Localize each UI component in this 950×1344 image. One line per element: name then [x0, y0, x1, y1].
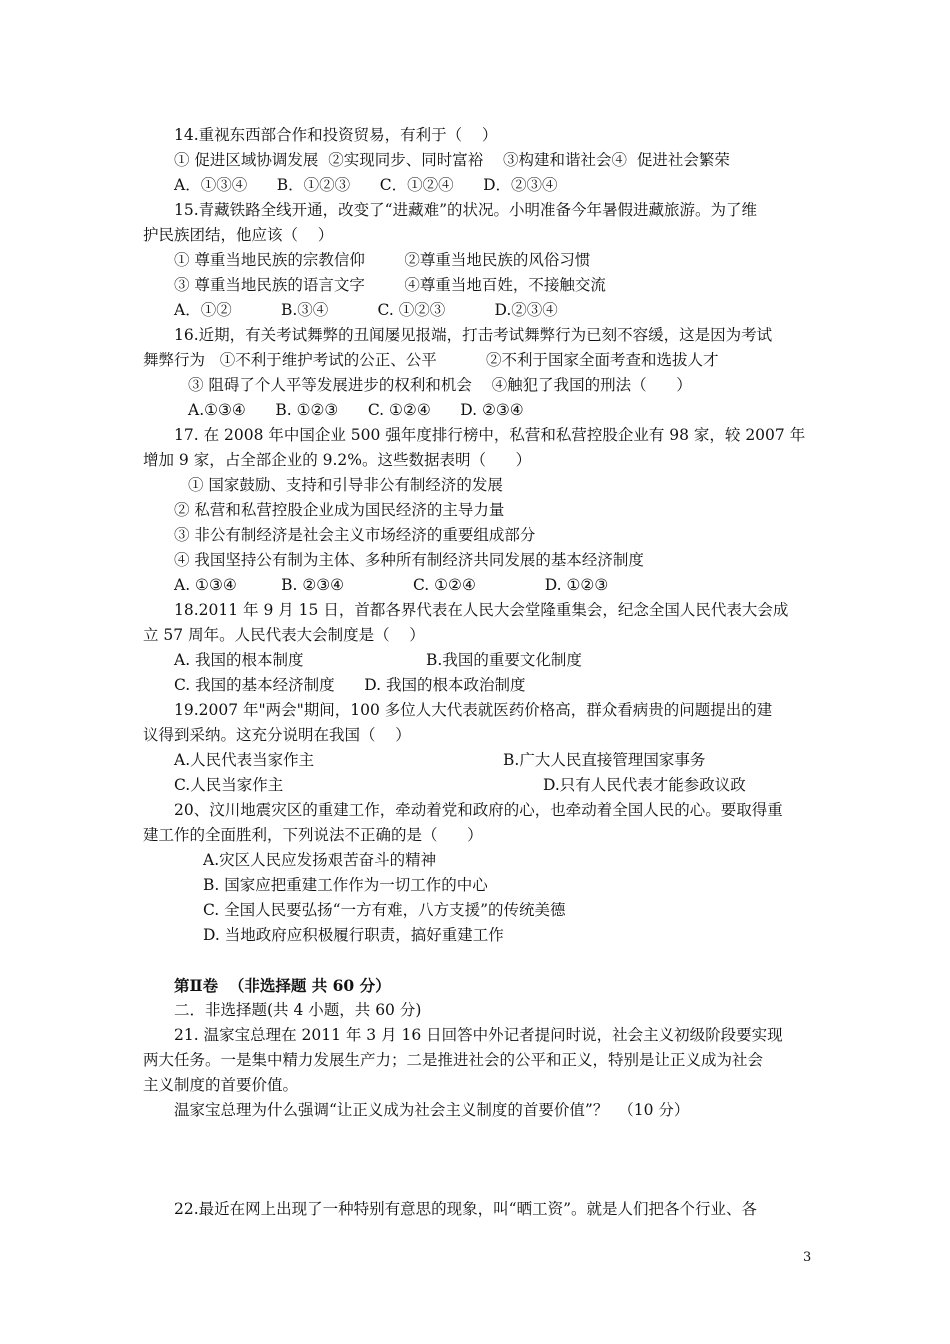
q19-choice-a: A.人民代表当家作主	[174, 751, 315, 769]
q14-choices: A．①③④ B．①②③ C．①②④ D．②③④	[174, 176, 558, 194]
q14-options-list: ① 促进区域协调发展 ②实现同步、同时富裕 ③构建和谐社会④ 促进社会繁荣	[174, 151, 730, 169]
section-2-instructions: 二．非选择题(共 4 小题，共 60 分)	[174, 1001, 422, 1019]
q15-options-1-2: ① 尊重当地民族的宗教信仰 ②尊重当地民族的风俗习惯	[174, 251, 591, 269]
q21-stem-cont-2: 主义制度的首要价值。	[143, 1076, 299, 1094]
q21-stem: 21. 温家宝总理在 2011 年 3 月 16 日回答中外记者提问时说，社会主义初级阶段要实现	[174, 1026, 783, 1044]
q17-option-4: ④ 我国坚持公有制为主体、多种所有制经济共同发展的基本经济制度	[174, 551, 644, 569]
q18-stem-cont: 立 57 周年。人民代表大会制度是（ ）	[143, 626, 425, 644]
q16-options-1-2: 舞弊行为 ①不利于维护考试的公正、公平 ②不利于国家全面考查和选拔人才	[143, 351, 719, 369]
q17-choices: A. ①③④ B. ②③④ C. ①②④ D. ①②③	[174, 576, 609, 594]
q18-choice-b: B.我国的重要文化制度	[426, 651, 582, 669]
q20-choice-d: D. 当地政府应积极履行职责，搞好重建工作	[203, 926, 504, 944]
q16-choices: A.①③④ B. ①②③ C. ①②④ D. ②③④	[188, 401, 524, 419]
q17-stem: 17. 在 2008 年中国企业 500 强年度排行榜中，私营和私营控股企业有 98 家，较 2007 年	[174, 426, 806, 444]
q20-choice-b: B. 国家应把重建工作作为一切工作的中心	[203, 876, 488, 894]
q16-options-3-4: ③ 阻碍了个人平等发展进步的权利和机会 ④触犯了我国的刑法（ ）	[188, 376, 692, 394]
q19-choice-d: D.只有人民代表才能参政议政	[543, 776, 746, 794]
q20-stem-cont: 建工作的全面胜利，下列说法不正确的是（ ）	[143, 826, 483, 844]
q15-options-3-4: ③ 尊重当地民族的语言文字 ④尊重当地百姓，不接触交流	[174, 276, 606, 294]
page-number: 3	[803, 1250, 812, 1265]
q21-question: 温家宝总理为什么强调“让正义成为社会主义制度的首要价值”？ （10 分）	[174, 1101, 690, 1119]
q18-stem: 18.2011 年 9 月 15 日，首都各界代表在人民大会堂隆重集会，纪念全国人民代表大会成	[174, 601, 789, 619]
q20-choice-c: C. 全国人民要弘扬“一方有难，八方支援”的传统美德	[203, 901, 566, 919]
q16-stem: 16.近期，有关考试舞弊的丑闻屡见报端，打击考试舞弊行为已刻不容缓，这是因为考试	[174, 326, 773, 344]
q19-choice-c: C.人民当家作主	[174, 776, 284, 794]
q20-choice-a: A.灾区人民应发扬艰苦奋斗的精神	[203, 851, 437, 869]
q21-stem-cont-1: 两大任务。一是集中精力发展生产力；二是推进社会的公平和正义，特别是让正义成为社会	[143, 1051, 764, 1069]
q17-option-1: ① 国家鼓励、支持和引导非公有制经济的发展	[188, 476, 503, 494]
q17-option-2: ② 私营和私营控股企业成为国民经济的主导力量	[174, 501, 505, 519]
q18-choices-c-d: C. 我国的基本经济制度 D. 我国的根本政治制度	[174, 676, 526, 694]
q18-choice-a: A. 我国的根本制度	[174, 651, 304, 669]
q15-stem: 15.青藏铁路全线开通，改变了“进藏难”的状况。小明准备今年暑假进藏旅游。为了维	[174, 201, 758, 219]
q19-stem: 19.2007 年"两会"期间，100 多位人大代表就医药价格高，群众看病贵的问题提出的建	[174, 701, 773, 719]
q17-option-3: ③ 非公有制经济是社会主义市场经济的重要组成部分	[174, 526, 536, 544]
q15-choices: A．①② B.③④ C. ①②③ D.②③④	[174, 301, 558, 319]
q19-choice-b: B.广大人民直接管理国家事务	[503, 751, 706, 769]
section-2-heading: 第Ⅱ卷 （非选择题 共 60 分）	[174, 976, 391, 995]
q22-stem: 22.最近在网上出现了一种特别有意思的现象，叫“晒工资”。就是人们把各个行业、各	[174, 1200, 758, 1218]
q15-stem-cont: 护民族团结，他应该（ ）	[143, 226, 334, 244]
q19-stem-cont: 议得到采纳。这充分说明在我国（ ）	[143, 726, 411, 744]
q20-stem: 20、汶川地震灾区的重建工作，牵动着党和政府的心，也牵动着全国人民的心。要取得重	[174, 801, 783, 819]
q17-stem-cont: 增加 9 家，占全部企业的 9.2%。这些数据表明（ ）	[143, 451, 532, 469]
q14-stem: 14.重视东西部合作和投资贸易，有利于（ ）	[174, 126, 498, 144]
